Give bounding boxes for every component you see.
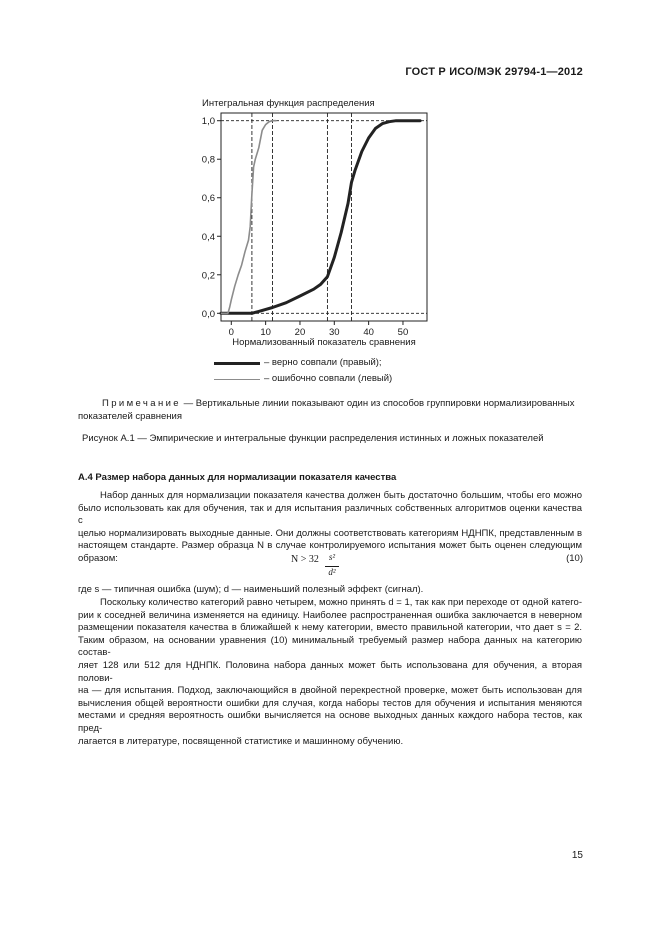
y-tick-label: 0,4 — [201, 231, 215, 243]
y-axis — [202, 116, 221, 320]
paragraph-2 — [78, 597, 582, 748]
para2-line: лагается в литературе, посвященной статистике и машинному обучению. — [78, 735, 404, 747]
para2-line: Таким образом, на основании уравнения (10) минимальный требуемый размер набора данных на категорию состав- — [78, 634, 582, 659]
note-head: Примечание — [102, 398, 181, 409]
note-text-1: — Вертикальные линии показывают один из способов группировки нормализированных — [183, 398, 575, 409]
note-text-2: показателей сравнения — [78, 410, 182, 422]
x-tick-label: 30 — [329, 327, 340, 338]
para2-line: ляет 128 или 512 для НДНПК. Половина набора данных может быть использована для обучения, а вторая полови- — [78, 659, 582, 684]
legend-line-correct — [214, 362, 260, 365]
para2-line: рии к соседней величина изменяется на единицу. Наиболее распространенная ошибка заключается в неверном — [78, 609, 582, 621]
para2-line: на — для испытания. Подход, заключающийся в двойной перекрестной проверке, может быть использован для — [78, 685, 582, 697]
x-tick-label: 0 — [228, 327, 234, 338]
equation-number: (10) — [566, 553, 583, 564]
para1-line: целью нормализировать выходные данные. Они должны соответствовать категориям НДНПК, представленным в — [78, 527, 582, 539]
equation-10 — [291, 552, 336, 577]
legend-label-wrong: – ошибочно совпали (левый) — [264, 373, 393, 384]
para2-line: размещении показателя качества в ближайшей к нему категории, вместо правильной категории, что дает s = 2. — [78, 622, 582, 634]
para1-line: образом: — [78, 552, 118, 564]
para2-line: местами и средняя вероятность ошибки вычисляется на основе выходных данных каждого набора тестов, как пред- — [78, 710, 582, 734]
document-header: ГОСТ Р ИСО/МЭК 29794-1—2012 — [405, 66, 583, 78]
x-tick-label: 20 — [294, 327, 306, 338]
equation-lhs: N > 32 — [291, 554, 319, 565]
para1-line: было использовать как для обучения, так и для испытания различных собственных алгоритмов оценки качества с — [78, 502, 582, 527]
chart-title: Интегральная функция распределения — [202, 98, 375, 109]
series-line-wrong — [221, 121, 276, 314]
legend-label-correct: – верно совпали (правый); — [264, 357, 382, 368]
cdf-chart — [0, 0, 661, 400]
y-tick-label: 0,6 — [201, 193, 215, 205]
para2-line: вычисления общей вероятности ошибки для случая, когда наборы тестов для обучения и испытания меняются — [78, 697, 582, 709]
y-tick-label: 0,0 — [201, 308, 215, 320]
x-tick-label: 50 — [397, 327, 409, 338]
y-tick-label: 0,8 — [201, 154, 215, 166]
group-lines — [221, 113, 427, 321]
y-tick-label: 1,0 — [201, 116, 215, 128]
equation-denominator: d² — [328, 567, 336, 577]
page-number: 15 — [571, 850, 583, 861]
x-axis — [229, 321, 409, 338]
where-line: где s — типичная ошибка (шум); d — наименьший полезный эффект (сигнал). — [78, 584, 424, 595]
para1-line: настоящем стандарте. Размер образца N в случае контролируемого испытания может быть оценен следующим — [78, 540, 582, 552]
equation-numerator: s² — [328, 552, 336, 562]
x-axis-label: Нормализованный показатель сравнения — [232, 337, 416, 348]
y-tick-label: 0,2 — [201, 270, 215, 282]
section-title: А.4 Размер набора данных для нормализации показателя качества — [78, 472, 397, 483]
x-tick-label: 40 — [363, 327, 374, 338]
note — [78, 398, 582, 423]
x-tick-label: 10 — [260, 327, 271, 338]
legend-line-wrong — [214, 379, 260, 380]
para2-line: Поскольку количество категорий равно четырем, можно принять d = 1, так как при переходе от одной катего- — [100, 597, 582, 608]
figure-caption: Рисунок А.1 — Эмпирические и интегральные функции распределения истинных и ложных показателей — [82, 433, 544, 444]
para1-line: Набор данных для нормализации показателя качества должен быть достаточно большим, чтобы его можно — [100, 490, 582, 501]
series-lines — [221, 121, 420, 314]
